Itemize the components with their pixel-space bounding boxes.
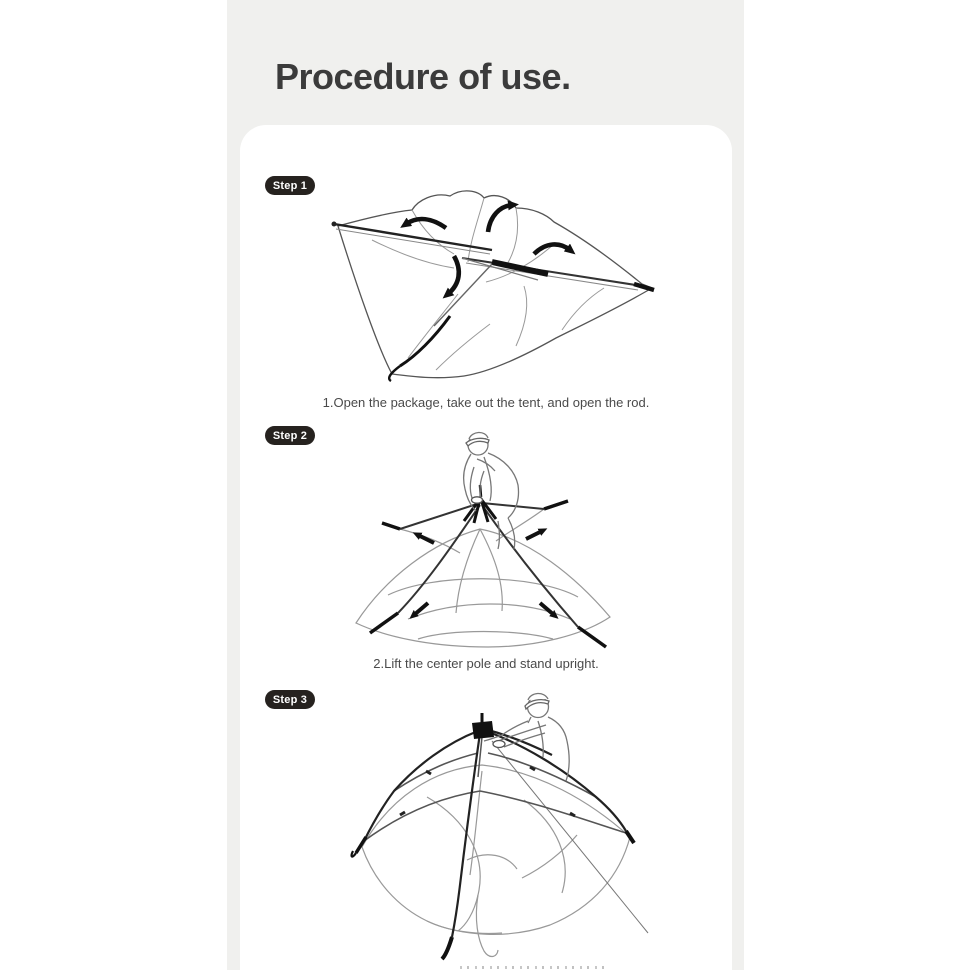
illustration-step-2-lift-center-pole — [338, 427, 640, 655]
page-title: Procedure of use. — [275, 56, 571, 97]
step-1-caption: 1.Open the package, take out the tent, and open the rod. — [322, 395, 650, 410]
tent-frame-legs — [352, 729, 634, 959]
step-1-badge: Step 1 — [265, 176, 315, 195]
step-3-caption-clipped — [460, 966, 608, 969]
tent-poles — [332, 222, 655, 382]
step-2-caption: 2.Lift the center pole and stand upright. — [373, 656, 599, 671]
step-2-badge: Step 2 — [265, 426, 315, 445]
content-panel — [227, 0, 744, 970]
procedure-card — [240, 125, 732, 970]
step-3-badge: Step 3 — [265, 690, 315, 709]
ground-tent-fabric — [356, 509, 610, 647]
guy-line — [492, 741, 648, 933]
illustration-step-3-standing-tent — [332, 685, 662, 965]
radiating-poles — [370, 501, 606, 647]
apex-hub — [472, 713, 494, 739]
illustration-step-1-folded-tent — [312, 188, 656, 384]
